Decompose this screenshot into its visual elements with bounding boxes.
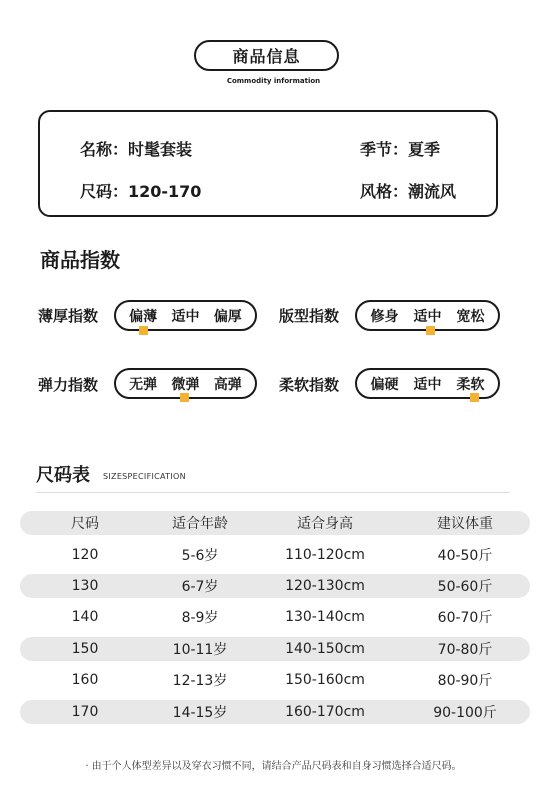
size-footnote: · 由于个人体型差异以及穿衣习惯不同，请结合产品尺码表和自身习惯选择合适尺码。 <box>85 761 462 772</box>
size-cell: 130 <box>71 578 99 594</box>
height-cell: 140-150cm <box>285 641 365 657</box>
height-cell: 110-120cm <box>285 547 365 563</box>
elasticity-index-label: 弹力指数 <box>38 376 99 394</box>
age-cell: 8-9岁 <box>181 610 219 626</box>
weight-cell: 50-60斤 <box>437 579 493 595</box>
size-cell: 140 <box>71 609 99 625</box>
page-title: 商品信息 <box>194 40 339 71</box>
age-cell: 6-7岁 <box>181 579 219 595</box>
column-header: 尺码 <box>71 516 99 532</box>
fit-marker <box>426 326 435 335</box>
weight-cell: 90-100斤 <box>433 705 497 721</box>
size-cell: 160 <box>71 672 99 688</box>
table-row <box>20 700 530 724</box>
softness-option: 适中 <box>413 376 442 393</box>
elasticity-option: 无弹 <box>129 376 158 393</box>
product-info-box <box>38 110 498 217</box>
weight-cell: 40-50斤 <box>437 548 493 564</box>
table-header-row <box>20 511 530 535</box>
size-table-subheading: SIZESPECIFICATION <box>103 472 186 481</box>
thickness-index-label: 薄厚指数 <box>38 307 99 325</box>
table-row <box>20 605 530 629</box>
weight-cell: 70-80斤 <box>437 642 493 658</box>
fit-option: 适中 <box>413 308 442 325</box>
height-cell: 150-160cm <box>285 672 365 688</box>
product-name: 名称：时髦套装 <box>80 140 193 159</box>
fit-index-label: 版型指数 <box>279 307 340 325</box>
height-cell: 160-170cm <box>285 704 365 720</box>
thickness-scale <box>114 300 257 331</box>
product-index-heading: 商品指数 <box>40 248 120 272</box>
page-subtitle: Commodity information <box>226 77 321 85</box>
age-cell: 14-15岁 <box>172 705 228 721</box>
thickness-option: 适中 <box>171 308 200 325</box>
softness-option: 偏硬 <box>370 376 399 393</box>
age-cell: 10-11岁 <box>172 642 228 658</box>
size-cell: 170 <box>71 704 99 720</box>
column-header: 适合年龄 <box>172 516 228 532</box>
height-cell: 130-140cm <box>285 609 365 625</box>
softness-index-label: 柔软指数 <box>279 376 340 394</box>
thickness-option: 偏薄 <box>129 308 158 325</box>
elasticity-marker <box>180 393 189 402</box>
softness-marker <box>470 393 479 402</box>
fit-option: 宽松 <box>456 308 485 325</box>
product-style: 风格：潮流风 <box>360 182 457 201</box>
table-row <box>20 668 530 692</box>
size-cell: 120 <box>71 547 99 563</box>
weight-cell: 80-90斤 <box>437 673 493 689</box>
table-row <box>20 637 530 661</box>
table-row <box>20 543 530 567</box>
age-cell: 5-6岁 <box>181 548 219 564</box>
thickness-option: 偏厚 <box>213 308 242 325</box>
table-row <box>20 574 530 598</box>
thickness-marker <box>139 326 148 335</box>
divider <box>36 492 510 493</box>
weight-cell: 60-70斤 <box>437 610 493 626</box>
height-cell: 120-130cm <box>285 578 365 594</box>
size-cell: 150 <box>71 641 99 657</box>
age-cell: 12-13岁 <box>172 673 228 689</box>
softness-option: 柔软 <box>456 376 485 393</box>
column-header: 建议体重 <box>437 516 493 532</box>
elasticity-option: 高弹 <box>213 376 242 393</box>
fit-option: 修身 <box>370 308 399 325</box>
product-season: 季节：夏季 <box>360 140 441 159</box>
column-header: 适合身高 <box>297 516 353 532</box>
elasticity-option: 微弹 <box>171 376 200 393</box>
product-size: 尺码：120-170 <box>80 182 202 201</box>
size-table-heading: 尺码表 <box>36 465 90 486</box>
